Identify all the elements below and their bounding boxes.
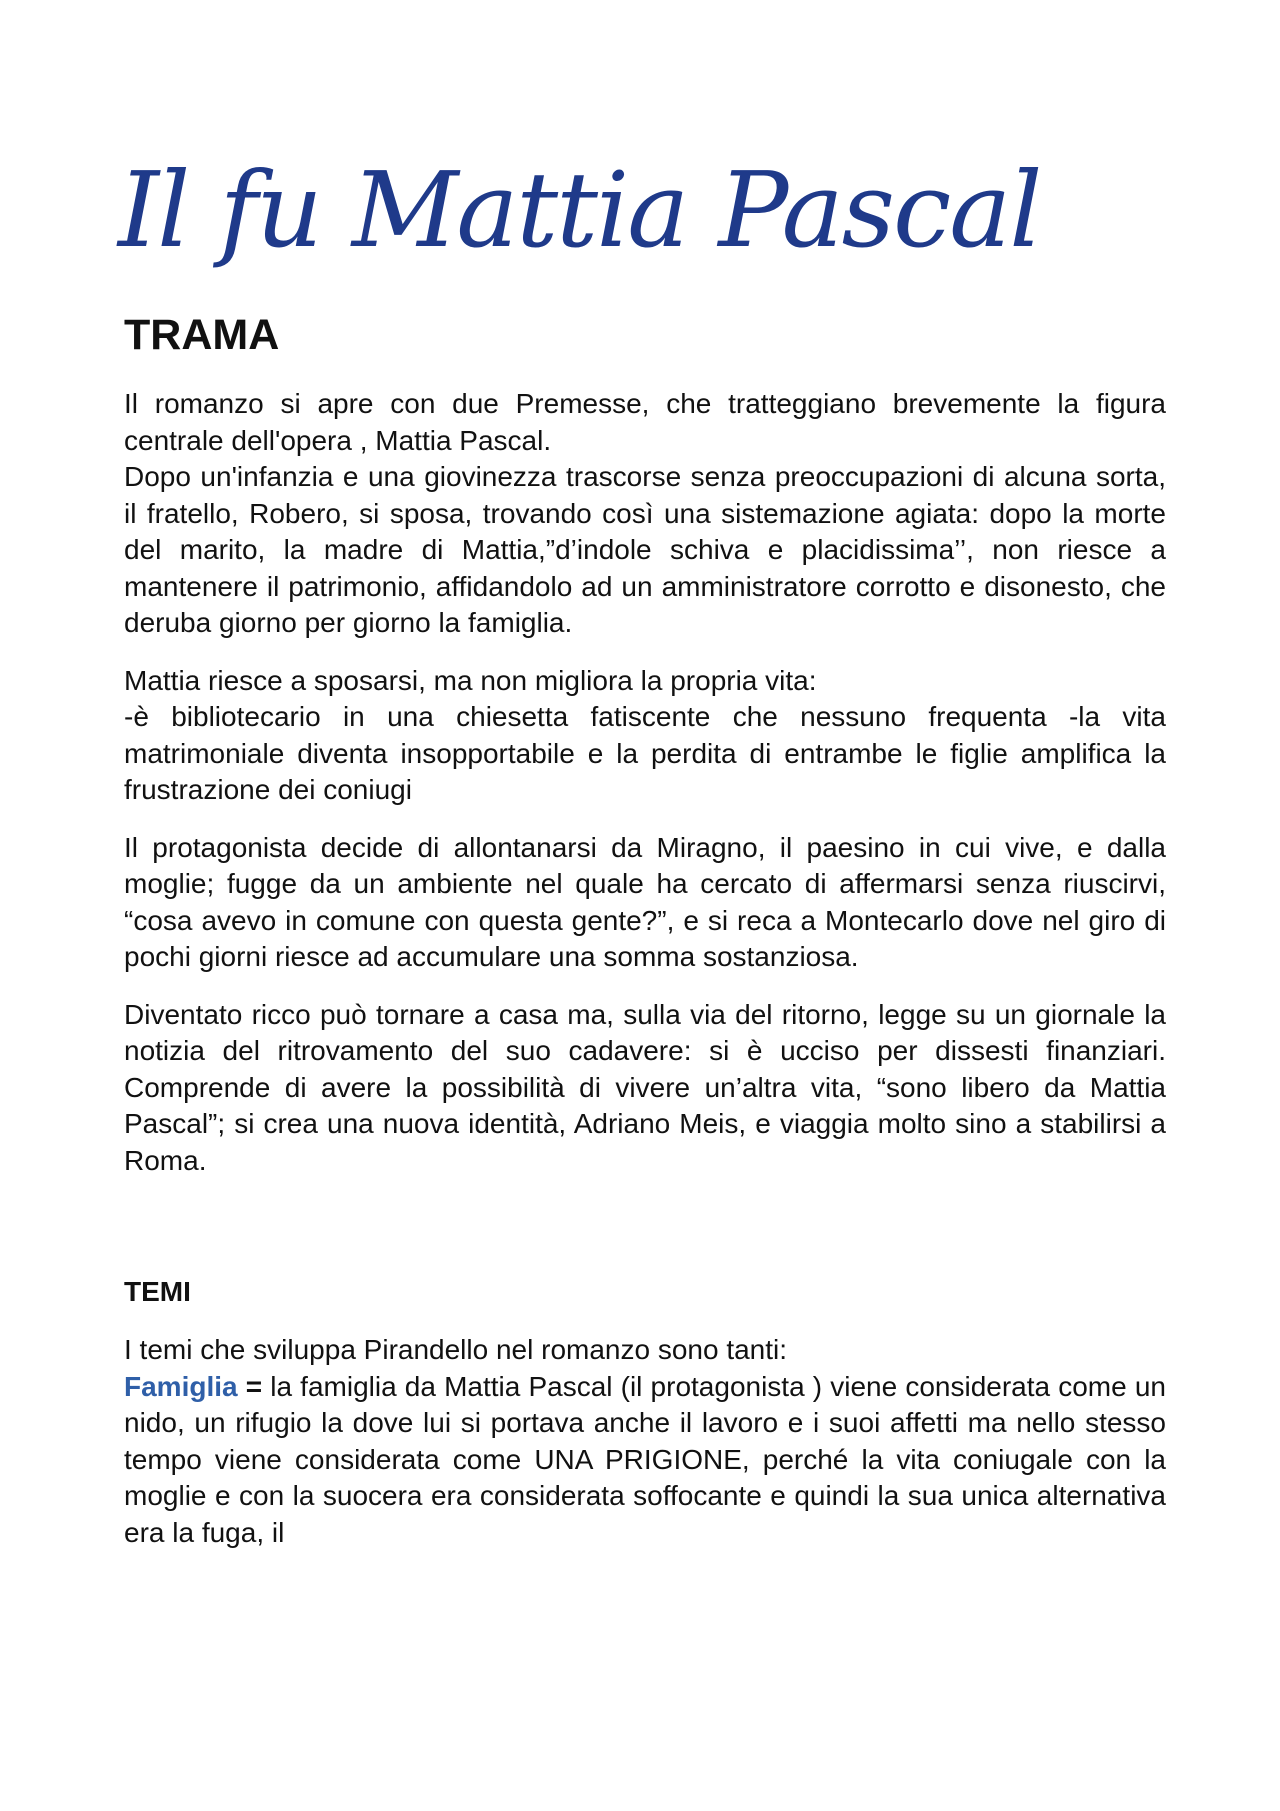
temi-intro: I temi che sviluppa Pirandello nel romanzo sono tanti: <box>124 1334 788 1365</box>
trama-paragraph-3: Mattia riesce a sposarsi, ma non migliora la propria vita: <box>124 664 817 696</box>
famiglia-keyword: Famiglia <box>124 1370 238 1402</box>
document-title: Il fu Mattia Pascal <box>118 149 1041 271</box>
document-body <box>124 306 1166 1551</box>
trama-paragraph-4: -è bibliotecario in una chiesetta fatiscente che nessuno frequenta -la vita matrimoniale diventa insopportabile e la perdita di entrambe le figlie amplifica la frustrazione dei coniugi <box>124 701 1166 805</box>
temi-famiglia-paragraph <box>124 1369 1166 1552</box>
famiglia-text: la famiglia da Mattia Pascal (il protagonista ) viene considerata come un nido, un rifugio la dove lui si portava anche il lavoro e i suoi affetti ma nello stesso tempo viene considerata come UNA PRIGIONE, perché la vita coniugale con la moglie e con la suocera era considerata soffocante e quindi la sua unica alternativa era la fuga, il <box>124 1370 1166 1548</box>
section-heading-temi: TEMI <box>124 1276 191 1307</box>
trama-paragraph-1: Il romanzo si apre con due Premesse, che tratteggiano brevemente la figura centrale dell'opera , Mattia Pascal. <box>124 388 1166 456</box>
trama-paragraph-6: Diventato ricco può tornare a casa ma, sulla via del ritorno, legge su un giornale la notizia del ritrovamento del suo cadavere: si è ucciso per dissesti finanziari. Comprende di avere la possibilità di vivere un’altra vita, “sono libero da Mattia Pascal”; si crea una nuova identità, Adriano Meis, e viaggia molto sino a stabilirsi a Roma. <box>124 998 1166 1176</box>
equals-sign: = <box>245 1370 263 1402</box>
trama-paragraph-2: Dopo un'infanzia e una giovinezza trascorse senza preoccupazioni di alcuna sorta, il fratello, Robero, si sposa, trovando così una sistemazione agiata: dopo la morte del marito, la madre di Mattia,”d’indole schiva e placidissima’’, non riesce a mantenere il patrimonio, affidandolo ad un amministratore corrotto e disonesto, che deruba giorno per giorno la famiglia. <box>124 461 1166 638</box>
section-heading-trama: TRAMA <box>124 311 280 359</box>
trama-paragraph-5: Il protagonista decide di allontanarsi da Miragno, il paesino in cui vive, e dalla moglie; fugge da un ambiente nel quale ha cercato di affermarsi senza riuscirvi, “cosa avevo in comune con questa gente?”, e si reca a Montecarlo dove nel giro di pochi giorni riesce ad accumulare una somma sostanziosa. <box>124 831 1166 972</box>
